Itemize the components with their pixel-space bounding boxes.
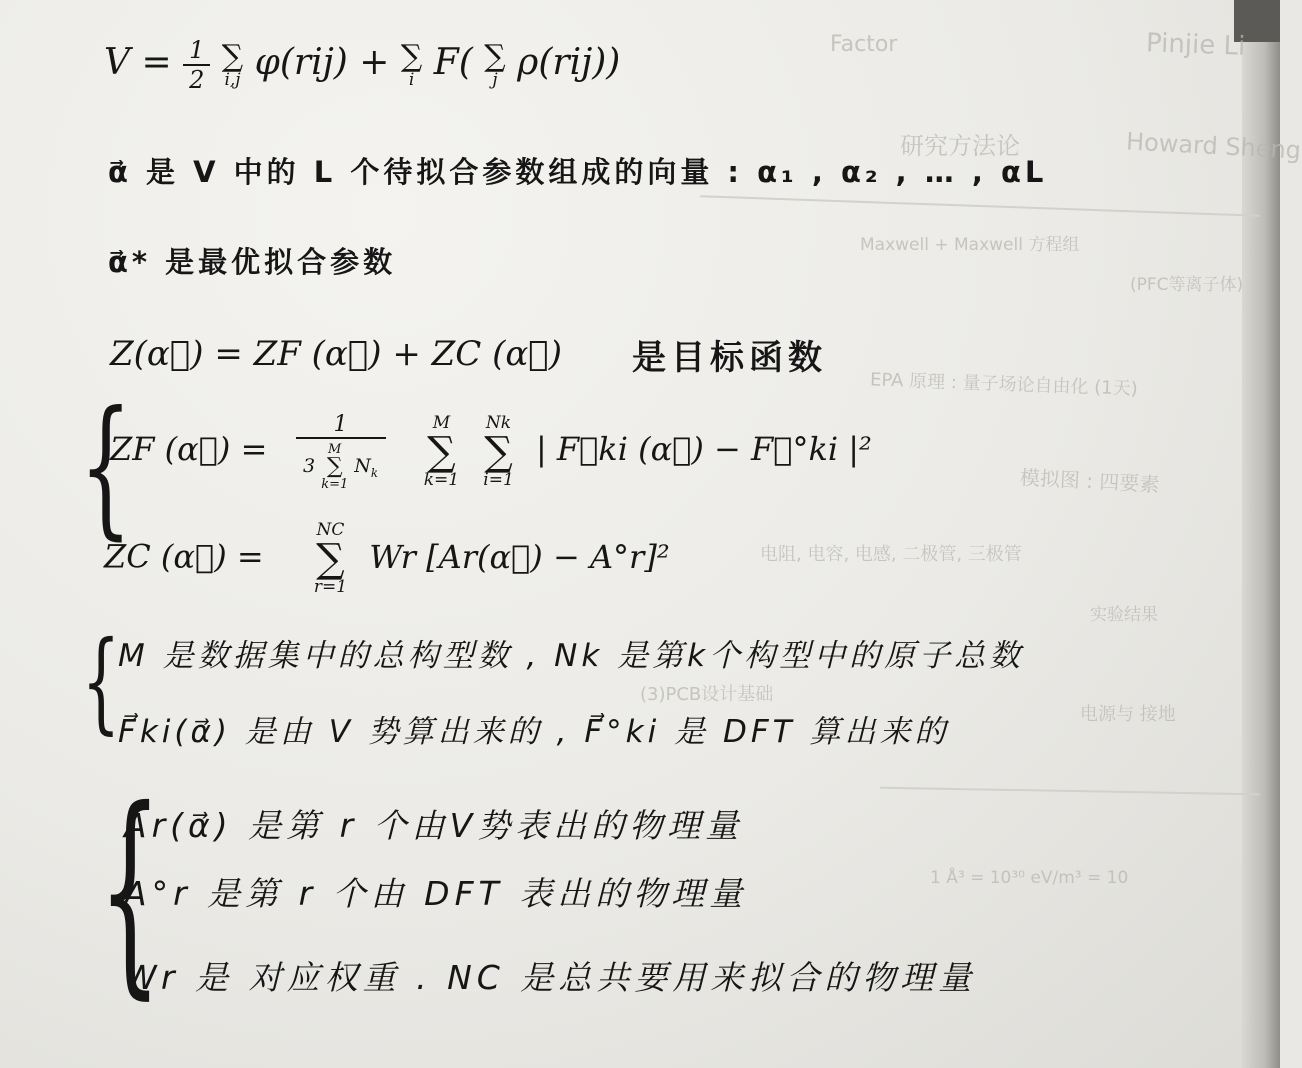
density-term: ρ(rij)) (517, 42, 621, 83)
fraction-denominator: 2 (189, 66, 205, 94)
zc-lhs: ZC (α⃗) = (104, 537, 264, 576)
sum-lower: r=1 (313, 577, 348, 597)
equation-lhs: V = (104, 42, 172, 83)
zf-lhs: ZF (α⃗) = (110, 430, 268, 468)
force-term-equation (110, 412, 872, 491)
summation-i: Nk ∑ i=1 (483, 412, 514, 490)
sum-lower: i=1 (483, 469, 514, 490)
summation: ∑ i (400, 38, 423, 90)
curly-brace: { (81, 617, 121, 745)
bleed-text: Howard Sheng (1125, 127, 1302, 165)
bleed-text: 电源与 接地 (1080, 704, 1176, 725)
property-term-equation (104, 522, 670, 596)
config-count-definition: M 是数据集中的总构型数 , Nk 是第k个构型中的原子总数 (118, 638, 1025, 674)
objective-function-label: 是目标函数 (632, 338, 827, 378)
optimal-parameter-definition: α⃗* 是最优拟合参数 (108, 245, 397, 279)
property-dft-definition: A°r 是第 r 个由 DFT 表出的物理量 (124, 874, 748, 913)
sum-upper: NC (316, 520, 345, 540)
fraction (183, 36, 210, 94)
fraction-numerator: 1 (183, 36, 210, 66)
sum-index: j (492, 69, 498, 90)
sum-index: i (408, 69, 415, 90)
summation: ∑ j (484, 38, 506, 90)
pair-term: φ(rij) + (254, 42, 390, 83)
sum-upper: M (432, 412, 451, 433)
sum-upper: Nk (485, 412, 512, 433)
summation: ∑ i,j (221, 38, 244, 90)
bleed-text: 模拟图 : 四要素 (1019, 465, 1160, 497)
summation-r: NC ∑ r=1 (313, 520, 348, 597)
embedding-term: F( (433, 42, 473, 83)
bleed-text: 1 Å³ = 10³⁰ eV/m³ = 10 (930, 868, 1129, 888)
bleed-text: Maxwell + Maxwell 方程组 (860, 235, 1080, 255)
sum-index: i,j (224, 69, 241, 90)
bleed-text: 实验结果 (1090, 605, 1158, 625)
weight-definition: Wr 是 对应权重 . NC 是总共要用来拟合的物理量 (124, 958, 977, 997)
sum-upper: M (328, 442, 342, 457)
force-source-definition: F⃗ki(α⃗) 是由 V 势算出来的 , F⃗°ki 是 DFT 算出来的 (118, 714, 950, 750)
bleed-text: Factor (830, 32, 898, 57)
bleed-text: 电阻, 电容, 电感, 二极管, 三极管 (760, 544, 1022, 565)
fraction (296, 412, 386, 491)
bleed-text: Pinjie Li (1145, 28, 1246, 62)
sum-lower: k=1 (321, 477, 349, 492)
parameter-vector-definition: α⃗ 是 V 中的 L 个待拟合参数组成的向量 : α₁ , α₂ , … , αL (108, 155, 1048, 189)
bleed-rule (700, 195, 1260, 217)
objective-function-equation: Z(α⃗) = ZF (α⃗) + ZC (α⃗) (110, 334, 562, 374)
bleed-text: (PFC等离子体) (1130, 275, 1244, 295)
curly-brace: { (79, 380, 132, 554)
force-residual: | F⃗ki (α⃗) − F⃗°ki |² (535, 430, 872, 468)
sum-lower: k=1 (423, 469, 460, 490)
property-v-definition: Ar(α⃗) 是第 r 个由V势表出的物理量 (124, 806, 744, 845)
bleed-text: EPA 原理 : 量子场论自由化 (1天) (869, 369, 1139, 400)
property-residual: Wr [Ar(α⃗) − A°r]² (369, 537, 670, 576)
curly-brace: { (98, 762, 162, 1018)
potential-equation (104, 36, 620, 94)
bleed-text: (3)PCB设计基础 (640, 684, 774, 705)
fraction-numerator: 1 (296, 412, 386, 439)
bleed-rule (880, 787, 1260, 796)
fraction-denominator: 3 M ∑ k=1 $N_k$ (303, 442, 379, 492)
summation-k: M ∑ k=1 (423, 412, 460, 490)
bleed-text: 研究方法论 (900, 132, 1020, 160)
